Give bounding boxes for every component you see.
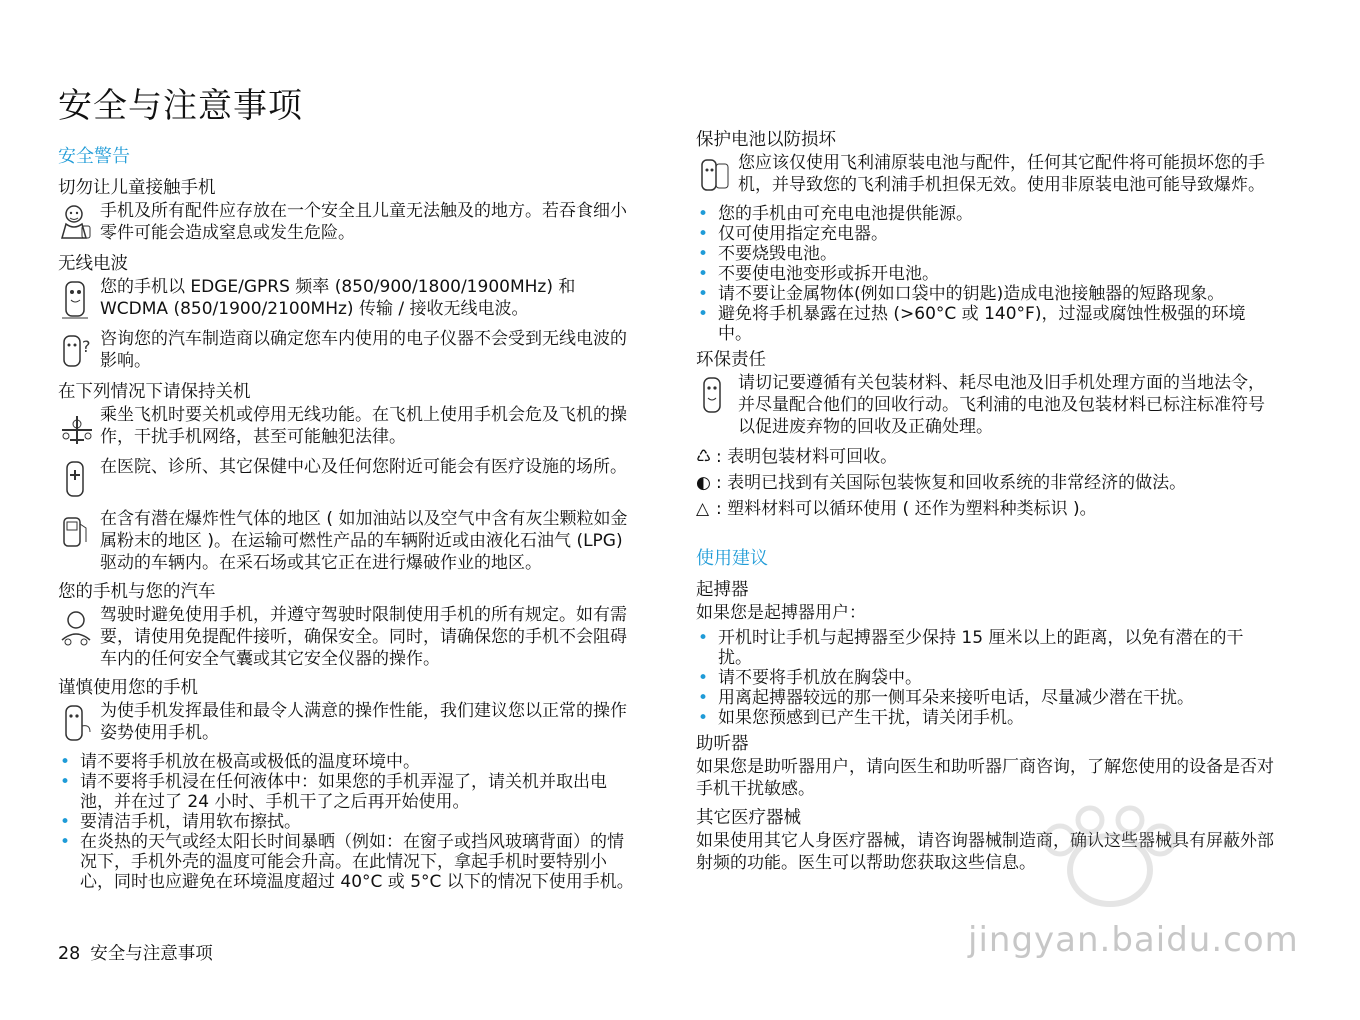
env-text: 请切记要遵循有关包装材料、耗尽电池及旧手机处理方面的当地法令，并尽量配合他们的回收行动。飞利浦的电池及包装材料已标注标准符号以促进废弃物的回收及正确处理。 [738, 373, 1265, 437]
heading-battery: 保护电池以防损坏 [696, 130, 836, 150]
green-dot-icon: ◐ [696, 473, 711, 493]
heading-radio: 无线电波 [58, 254, 128, 274]
page-footer [58, 942, 213, 966]
page-number: 28 [58, 944, 81, 964]
pacemaker-list [696, 628, 1276, 728]
env-block [696, 372, 1276, 438]
car-block [58, 604, 638, 670]
list-item: • 在炎热的天气或经太阳长时间暴晒（例如：在窗子或挡风玻璃背面）的情况下，手机外壳的温度可能会升高。在此情况下，拿起手机时要特别小心，同时也应避免在环境温度超过 40°C 或 5°C 以下的情况下使用手机。 [60, 832, 634, 892]
list-item: • 避免将手机暴露在过热 (>60°C 或 140°F)，过湿或腐蚀性极强的环境中。 [698, 304, 1246, 344]
careful-text: 为使手机发挥最佳和最令人满意的操作性能，我们建议您以正常的操作姿势使用手机。 [100, 701, 627, 743]
medical-text: 如果使用其它人身医疗器械，请咨询器械制造商，确认这些器械具有屏蔽外部射频的功能。医生可以帮助您获取这些信息。 [696, 831, 1274, 873]
airplane-text: 乘坐飞机时要关机或停用无线功能。在飞机上使用手机会危及飞机的操作，干扰手机网络，甚至可能触犯法律。 [100, 405, 627, 447]
list-item: • 不要使电池变形或拆开电池。 [698, 264, 939, 284]
list-item: • 开机时让手机与起搏器至少保持 15 厘米以上的距离，以免有潜在的干扰。 [698, 628, 1244, 668]
heading-medical: 其它医疗器械 [696, 808, 801, 828]
symbol-plastic: △ : 塑料材料可以循环使用 ( 还作为塑料种类标识 )。 [696, 496, 1276, 522]
airplane-icon [58, 406, 96, 450]
svg-text:?: ? [82, 337, 91, 356]
footer-title: 安全与注意事项 [90, 944, 213, 964]
car-driving-icon [58, 606, 96, 650]
phone-character-icon [58, 278, 96, 322]
radio-text-1: 您的手机以 EDGE/GPRS 频率 (850/900/1800/1900MHz) 和 WCDMA (850/1900/2100MHz) 传输 / 接收无线电波。 [100, 277, 576, 319]
airplane-block [58, 404, 638, 450]
car-text: 驾驶时避免使用手机，并遵守驾驶时限制使用手机的所有规定。如有需要，请使用免提配件接听，确保安全。同时，请确保您的手机不会阻碍车内的任何安全气囊或其它安全仪器的操作。 [100, 605, 627, 669]
children-text: 手机及所有配件应存放在一个安全且儿童无法触及的地方。若吞食细小零件可能会造成窒息或发生危险。 [100, 201, 627, 243]
left-column [58, 84, 638, 896]
fuel-pump-icon [58, 510, 96, 554]
symbol-green-dot: ◐ : 表明已找到有关国际包装恢复和回收系统的非常经济的做法。 [696, 470, 1276, 496]
heading-careful: 谨慎使用您的手机 [58, 678, 198, 698]
phone-hand-icon [58, 702, 96, 746]
radio-text-2: 咨询您的汽车制造商以确定您车内使用的电子仪器不会受到无线电波的影响。 [100, 329, 627, 371]
list-item: • 不要烧毁电池。 [698, 244, 837, 264]
explosive-block [58, 508, 638, 574]
question-phone-icon [58, 330, 96, 374]
list-item: • 请不要将手机放在极高或极低的温度环境中。 [60, 752, 420, 772]
heading-hearing: 助听器 [696, 734, 749, 754]
right-column [696, 126, 1276, 874]
heading-children: 切勿让儿童接触手机 [58, 178, 216, 198]
battery-block [696, 152, 1276, 198]
list-item: • 仅可使用指定充电器。 [698, 224, 888, 244]
list-item: • 要清洁手机，请用软布擦拭。 [60, 812, 301, 832]
battery-character-icon [696, 154, 734, 198]
child-icon [58, 202, 96, 246]
list-item: • 如果您预感到已产生干扰，请关闭手机。 [698, 708, 1024, 728]
recycle-character-icon [696, 374, 734, 418]
hospital-phone-icon [58, 458, 96, 502]
heading-switch-off: 在下列情况下请保持关机 [58, 382, 251, 402]
list-item: • 请不要让金属物体(例如口袋中的钥匙)造成电池接触器的短路现象。 [698, 284, 1225, 304]
watermark-text: jingyan.baidu.com [968, 920, 1299, 960]
pacemaker-intro: 如果您是起搏器用户： [696, 603, 866, 623]
battery-list [696, 204, 1276, 344]
careful-block [58, 700, 638, 746]
heading-car: 您的手机与您的汽车 [58, 582, 216, 602]
radio-block-1 [58, 276, 638, 322]
section-safety-warnings: 安全警告 [58, 146, 130, 167]
list-item: • 请不要将手机浸在任何液体中：如果您的手机弄湿了，请关机并取出电池，并在过了 24 小时、手机干了之后再开始使用。 [60, 772, 607, 812]
list-item: • 您的手机由可充电电池提供能源。 [698, 204, 973, 224]
hearing-text: 如果您是助听器用户，请向医生和助听器厂商咨询，了解您使用的设备是否对手机干扰敏感。 [696, 757, 1274, 799]
plastic-triangle-icon: △ [696, 499, 710, 519]
heading-env: 环保责任 [696, 350, 766, 370]
children-block [58, 200, 638, 246]
list-item: • 用离起搏器较远的那一侧耳朵来接听电话，尽量减少潜在干扰。 [698, 688, 1194, 708]
radio-block-2 [58, 328, 638, 374]
heading-pacemaker: 起搏器 [696, 580, 749, 600]
careful-list [58, 752, 638, 892]
hospital-text: 在医院、诊所、其它保健中心及任何您附近可能会有医疗设施的场所。 [100, 457, 627, 477]
section-usage-advice: 使用建议 [696, 548, 768, 569]
hospital-block [58, 456, 638, 502]
battery-text: 您应该仅使用飞利浦原装电池与配件，任何其它配件将可能损坏您的手机，并导致您的飞利浦手机担保无效。使用非原装电池可能导致爆炸。 [738, 153, 1265, 195]
explosive-text: 在含有潜在爆炸性气体的地区 ( 如加油站以及空气中含有灰尘颗粒如金属粉末的地区 )。在运输可燃性产品的车辆附近或由液化石油气 (LPG) 驱动的车辆内。在采石场或其它正在进行爆破作业的地区。 [100, 509, 628, 573]
recycle-icon: ♺ [696, 447, 712, 467]
symbol-recyclable: ♺ : 表明包装材料可回收。 [696, 444, 1276, 470]
page-title: 安全与注意事项 [58, 86, 303, 126]
list-item: • 请不要将手机放在胸袋中。 [698, 668, 922, 688]
